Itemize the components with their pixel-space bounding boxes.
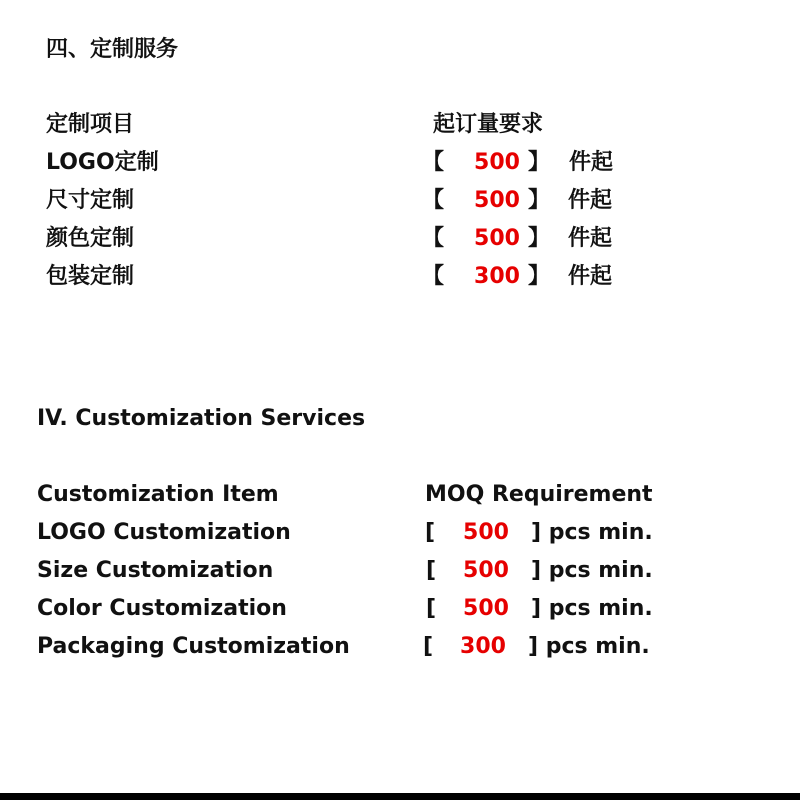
bracket-close-unit: ] pcs min. (531, 520, 653, 545)
item-label: 包装定制 (46, 264, 135, 289)
bracket-close-unit: ] pcs min. (531, 558, 653, 583)
quantity-value: 300 (474, 264, 520, 289)
bracket-open: 【 (422, 188, 445, 213)
item-label: Size Customization (37, 558, 274, 583)
quantity-value: 500 (474, 150, 520, 175)
section-title-zh: 四、定制服务 (46, 37, 179, 62)
item-label: 尺寸定制 (46, 188, 135, 213)
bracket-open: 【 (422, 264, 445, 289)
header-item-label: Customization Item (37, 482, 279, 507)
item-label: 颜色定制 (46, 226, 135, 251)
bracket-close: 】 (528, 188, 551, 213)
bracket-close-unit: ] pcs min. (531, 596, 653, 621)
bracket-close: 】 (528, 264, 551, 289)
bracket-close: 】 (528, 226, 551, 251)
bracket-close: 】 (528, 150, 551, 175)
header-moq-label: MOQ Requirement (425, 482, 653, 507)
table-row (0, 148, 800, 178)
header-moq-label: 起订量要求 (433, 112, 544, 137)
bracket-open: [ (426, 558, 437, 583)
unit-label: 件起 (568, 188, 613, 213)
table-row (0, 186, 800, 216)
item-label: Packaging Customization (37, 634, 350, 659)
item-label: LOGO Customization (37, 520, 291, 545)
section-title-en: IV. Customization Services (37, 406, 366, 431)
table-header-en (0, 480, 800, 510)
unit-label: 件起 (568, 264, 613, 289)
table-row (0, 594, 800, 624)
table-row (0, 632, 800, 662)
quantity-value: 500 (463, 596, 509, 621)
table-row (0, 518, 800, 548)
quantity-value: 500 (463, 520, 509, 545)
bracket-open: [ (426, 596, 437, 621)
item-label: LOGO定制 (46, 150, 159, 175)
bracket-open: [ (423, 634, 434, 659)
header-item-label: 定制项目 (46, 112, 135, 137)
quantity-value: 500 (463, 558, 509, 583)
quantity-value: 500 (474, 226, 520, 251)
item-label: Color Customization (37, 596, 287, 621)
bracket-open: 【 (422, 150, 445, 175)
bracket-open: 【 (422, 226, 445, 251)
table-row (0, 262, 800, 292)
table-row (0, 556, 800, 586)
bracket-open: [ (425, 520, 436, 545)
bracket-close-unit: ] pcs min. (528, 634, 650, 659)
table-header-zh (0, 110, 800, 140)
unit-label: 件起 (569, 150, 614, 175)
unit-label: 件起 (568, 226, 613, 251)
quantity-value: 500 (474, 188, 520, 213)
quantity-value: 300 (460, 634, 506, 659)
table-row (0, 224, 800, 254)
bottom-divider-bar (0, 793, 800, 800)
